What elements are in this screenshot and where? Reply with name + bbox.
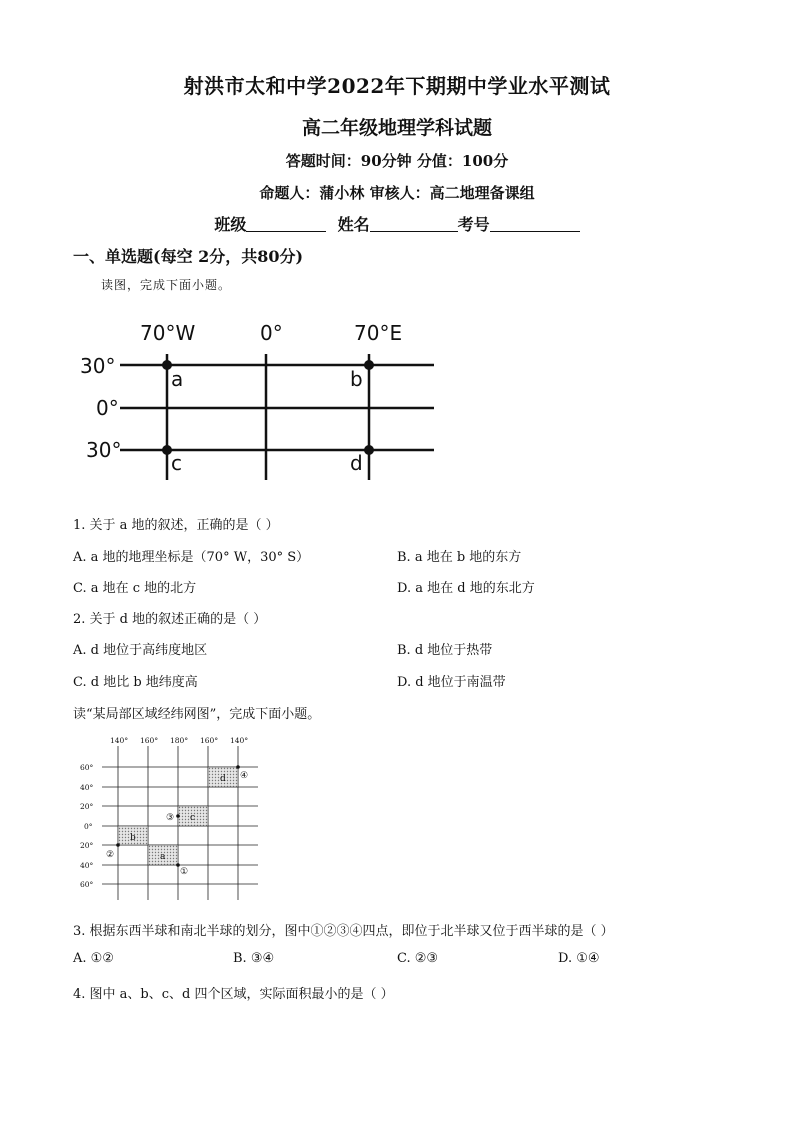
question-3-option-a[interactable]: A. ①② xyxy=(73,951,114,966)
question-1-option-a[interactable]: A. a 地的地理坐标是（70° W，30° S） xyxy=(73,550,310,565)
point-c-label: c xyxy=(171,451,182,475)
point-d-dot xyxy=(364,445,374,455)
point-b-label: b xyxy=(350,367,363,391)
question-2-stem: 2. 关于 d 地的叙述正确的是（ ） xyxy=(73,612,267,627)
id-blank[interactable] xyxy=(490,215,580,232)
lat-label-0: 0° xyxy=(96,396,119,420)
point-d-label: d xyxy=(350,451,363,475)
region-b-label: b xyxy=(130,833,136,843)
left-label-4: 0° xyxy=(84,822,93,831)
region-d-label: d xyxy=(220,774,226,784)
class-label: 班级 xyxy=(214,215,247,234)
top-label-4: 160° xyxy=(200,736,219,745)
left-label-1: 60° xyxy=(80,763,94,772)
point-a-label: a xyxy=(171,367,184,391)
region-c-label: c xyxy=(190,813,196,823)
question-2-option-a[interactable]: A. d 地位于高纬度地区 xyxy=(73,643,208,658)
section-intro: 读图，完成下面小题。 xyxy=(101,278,232,292)
question-2-option-b[interactable]: B. d 地位于热带 xyxy=(397,643,493,658)
left-label-5: 20° xyxy=(80,841,94,850)
name-blank[interactable] xyxy=(370,215,458,232)
question-1-stem: 1. 关于 a 地的叙述，正确的是（ ） xyxy=(73,518,279,533)
class-blank[interactable] xyxy=(246,215,326,232)
left-label-2: 40° xyxy=(80,783,94,792)
id-label: 考号 xyxy=(457,215,490,234)
section-title: 一、单选题(每空 2分，共80分) xyxy=(73,247,304,266)
question-1-option-c[interactable]: C. a 地在 c 地的北方 xyxy=(73,581,197,596)
top-label-1: 140° xyxy=(110,736,129,745)
question-3-stem: 3. 根据东西半球和南北半球的划分，图中①②③④四点，即位于北半球又位于西半球的是（ ） xyxy=(73,924,614,939)
point-2-label: ② xyxy=(106,850,115,860)
question-3-option-b[interactable]: B. ③④ xyxy=(233,951,275,966)
lon-label-0: 0° xyxy=(260,321,283,345)
top-label-2: 160° xyxy=(140,736,159,745)
question-2-option-d[interactable]: D. d 地位于南温带 xyxy=(397,675,506,690)
point-1-label: ① xyxy=(180,867,189,877)
lat-label-30n: 30° xyxy=(80,354,116,378)
question-3-option-c[interactable]: C. ②③ xyxy=(397,951,439,966)
exam-subtitle: 高二年级地理学科试题 xyxy=(301,117,492,139)
question-4-stem: 4. 图中 a、b、c、d 四个区域，实际面积最小的是（ ） xyxy=(73,987,394,1002)
exam-title: 射洪市太和中学2022年下期期中学业水平测试 xyxy=(183,74,611,98)
name-label: 姓名 xyxy=(337,215,370,234)
left-label-6: 40° xyxy=(80,861,94,870)
question-3-option-d[interactable]: D. ①④ xyxy=(558,951,600,966)
left-label-3: 20° xyxy=(80,802,94,811)
region-a-label: a xyxy=(160,852,166,862)
lat-lon-grid-map xyxy=(78,316,438,486)
section-intro-2: 读“某局部区域经纬网图”，完成下面小题。 xyxy=(73,707,321,722)
exam-authors: 命题人：蒲小林 审核人：高二地理备课组 xyxy=(259,184,535,202)
exam-time-score: 答题时间：90分钟 分值：100分 xyxy=(285,152,509,170)
lon-label-70w: 70°W xyxy=(140,321,196,345)
left-label-7: 60° xyxy=(80,880,94,889)
top-label-3: 180° xyxy=(170,736,189,745)
lat-label-30s: 30° xyxy=(86,438,122,462)
top-label-5: 140° xyxy=(230,736,249,745)
lon-label-70e: 70°E xyxy=(354,321,403,345)
point-4-label: ④ xyxy=(240,771,249,781)
regional-grid-map xyxy=(76,734,266,904)
question-1-option-d[interactable]: D. a 地在 d 地的东北方 xyxy=(397,581,535,596)
question-2-option-c[interactable]: C. d 地比 b 地纬度高 xyxy=(73,675,198,690)
question-1-option-b[interactable]: B. a 地在 b 地的东方 xyxy=(397,550,522,565)
point-b-dot xyxy=(364,360,374,370)
student-info-line xyxy=(0,212,794,235)
point-3-label: ③ xyxy=(166,813,175,823)
